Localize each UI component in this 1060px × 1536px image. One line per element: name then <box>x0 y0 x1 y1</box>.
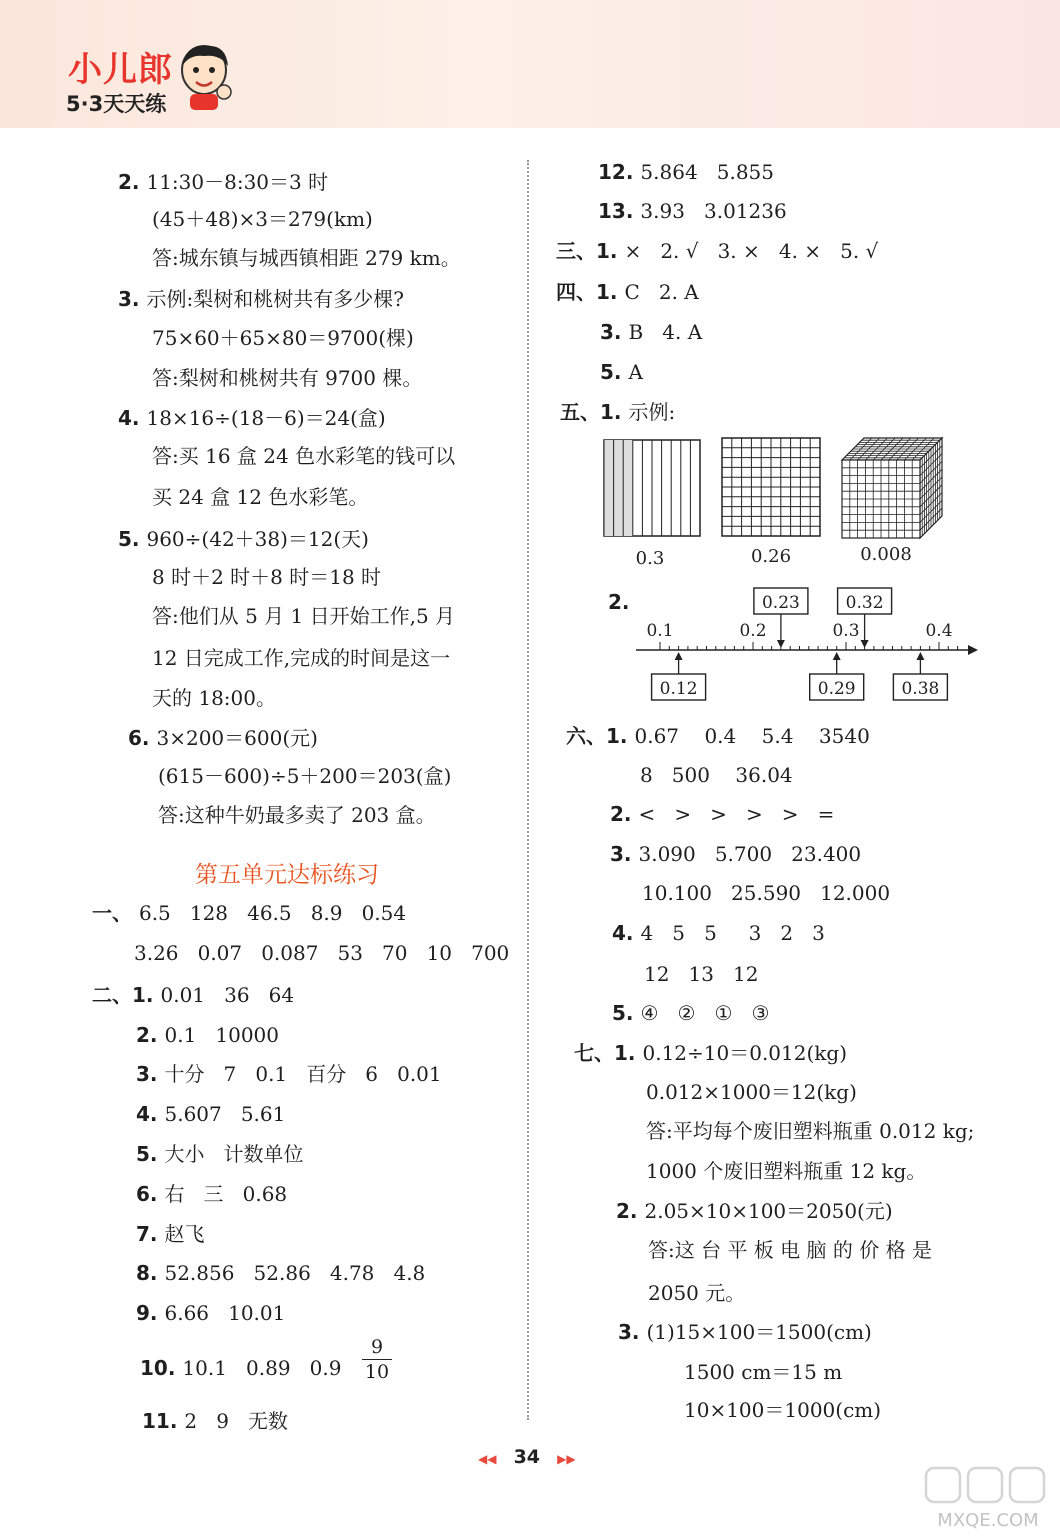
answer-text: 5.607 5.61 <box>164 1102 286 1126</box>
answer-box-label: 0.29 <box>817 679 856 699</box>
tick-label: 0.4 <box>925 621 953 641</box>
answer-text: 8 时＋2 时＋8 时＝18 时 <box>152 565 382 589</box>
svg-text:MXQE.COM: MXQE.COM <box>937 1510 1039 1531</box>
answer-line <box>140 1356 341 1380</box>
item-number: 3. <box>610 842 639 866</box>
answer-text: 3.93 3.01236 <box>640 199 787 223</box>
answer-line <box>152 326 414 350</box>
answer-text: 4 5 5 3 2 3 <box>640 921 825 945</box>
answer-line <box>684 1398 881 1422</box>
answer-line <box>152 207 373 231</box>
answer-line <box>118 287 404 311</box>
answer-text: 12 日完成工作,完成的时间是这一 <box>152 646 451 670</box>
tenths-strip-grid <box>604 440 700 536</box>
answer-text: 10×100＝1000(cm) <box>684 1398 882 1422</box>
answer-line <box>118 527 369 551</box>
number-line-answer-boxes <box>652 588 948 700</box>
answer-line <box>136 1142 304 1166</box>
answer-line <box>560 400 675 424</box>
answer-line <box>136 1023 279 1047</box>
item-number: 7. <box>136 1222 165 1246</box>
answer-line <box>118 170 328 194</box>
answer-text: 6.5 128 46.5 8.9 0.54 <box>138 901 407 925</box>
answer-text: 0.67 0.4 5.4 3540 <box>634 724 870 748</box>
next-arrows-icon: ▶▶ <box>557 1452 576 1466</box>
answer-text: 11:30－8:30＝3 时 <box>146 170 329 194</box>
answer-text: 示例: <box>628 400 676 424</box>
arrow-head <box>968 645 978 655</box>
answer-line <box>646 1119 974 1143</box>
answer-line <box>684 1360 842 1384</box>
answer-text: 10.100 25.590 12.000 <box>642 881 891 905</box>
answer-text: 大小 计数单位 <box>164 1142 304 1166</box>
page-footer <box>478 1446 576 1468</box>
answer-text: 0.01 36 64 <box>160 983 295 1007</box>
item-number: 12. <box>598 160 641 184</box>
tick-label: 0.1 <box>646 621 674 641</box>
answer-text: 答:买 16 盒 24 色水彩笔的钱可以 <box>152 444 456 468</box>
answer-text: 赵飞 <box>164 1222 205 1246</box>
answer-line <box>574 1041 847 1065</box>
item-number: 五、1. <box>560 400 629 424</box>
answer-text: 买 24 盒 12 色水彩笔。 <box>152 485 369 509</box>
answer-text: 0.012×1000＝12(kg) <box>646 1080 857 1104</box>
item-number: 11. <box>142 1409 185 1433</box>
logo-subtitle: 5·3天天练 <box>66 92 167 116</box>
tick-label: 0.3 <box>832 621 860 641</box>
answer-text: < > > > > = <box>638 802 835 826</box>
watermark-logo <box>918 1462 1058 1534</box>
item-number: 5. <box>612 1001 641 1025</box>
answer-text: 10.1 0.89 0.9 <box>182 1356 342 1380</box>
answer-box-label: 0.38 <box>901 679 940 699</box>
answer-line <box>152 366 422 390</box>
answer-line <box>152 444 455 468</box>
answer-text: 2.05×10×100＝2050(元) <box>644 1199 893 1223</box>
column-divider <box>527 160 529 1420</box>
answer-line <box>610 842 861 866</box>
item-number: 5. <box>136 1142 165 1166</box>
item-number: 3. <box>600 320 629 344</box>
answer-line <box>136 1261 425 1285</box>
item-number: 5. <box>118 527 147 551</box>
answer-line <box>598 199 787 223</box>
item-number: 10. <box>140 1356 183 1380</box>
answer-line <box>152 686 276 710</box>
item-number: 3. <box>618 1320 647 1344</box>
answer-line <box>136 1062 442 1086</box>
item-number: 2. <box>616 1199 645 1223</box>
item-number: 一、 <box>92 901 139 925</box>
answer-text: (615－600)÷5＋200＝203(盒) <box>158 764 452 788</box>
decimal-grids-figure <box>596 432 966 572</box>
answer-line <box>152 485 368 509</box>
answer-text: ④ ② ① ③ <box>640 1001 770 1025</box>
answer-line <box>136 1222 204 1246</box>
answer-line <box>646 1080 857 1104</box>
answer-text: 52.856 52.86 4.78 4.8 <box>164 1261 426 1285</box>
answer-text: 960÷(42＋38)＝12(天) <box>146 527 369 551</box>
answer-line <box>136 1102 285 1126</box>
number-line-ticks <box>646 621 957 650</box>
number-line-figure <box>632 584 982 706</box>
answer-text: B 4. A <box>628 320 703 344</box>
answer-line <box>92 901 406 925</box>
answer-line <box>142 1409 288 1433</box>
section-title: 第五单元达标练习 <box>195 862 379 888</box>
thousandths-cube <box>842 438 942 538</box>
answer-line <box>648 1281 745 1305</box>
answer-line <box>610 802 834 826</box>
answer-text: 答:他们从 5 月 1 日开始工作,5 月 <box>152 604 456 628</box>
answer-text: 3×200＝600(元) <box>156 726 318 750</box>
answer-text: 示例:梨树和桃树共有多少棵? <box>146 287 404 311</box>
answer-line <box>152 604 455 628</box>
answer-line <box>640 763 793 787</box>
answer-line <box>642 881 890 905</box>
answer-text: 75×60＋65×80＝9700(棵) <box>152 326 414 350</box>
fraction-bar <box>362 1359 392 1360</box>
answer-text: 1500 cm＝15 m <box>684 1360 843 1384</box>
mascot-icon <box>174 42 236 112</box>
answer-text: (1)15×100＝1500(cm) <box>646 1320 872 1344</box>
item-number: 3. <box>136 1062 165 1086</box>
answer-text: A <box>628 360 643 384</box>
item-number: 4. <box>612 921 641 945</box>
answer-line <box>152 646 450 670</box>
answer-text: 答:平均每个废旧塑料瓶重 0.012 kg; <box>646 1119 975 1143</box>
item-number: 8. <box>136 1261 165 1285</box>
answer-line <box>612 921 825 945</box>
answer-line <box>158 764 451 788</box>
answer-text: 8 500 36.04 <box>640 763 793 787</box>
answer-text: C 2. A <box>624 280 699 304</box>
item-number: 七、1. <box>574 1041 643 1065</box>
answer-line <box>136 1182 287 1206</box>
item-number: 13. <box>598 199 641 223</box>
item-number: 2. <box>610 802 639 826</box>
answer-line <box>600 360 643 384</box>
answer-text: 3.26 0.07 0.087 53 70 10 700 <box>134 941 510 965</box>
fraction-denominator: 10 <box>364 1361 390 1383</box>
item-number: 三、1. <box>556 239 625 263</box>
answer-text: (45＋48)×3＝279(km) <box>152 207 373 231</box>
answer-line <box>566 724 870 748</box>
answer-text: 2050 元。 <box>648 1281 746 1305</box>
item-number: 二、1. <box>92 983 161 1007</box>
item-number: 5. <box>600 360 629 384</box>
logo-title: 小儿郎 <box>68 50 173 90</box>
answer-text: 6.66 10.01 <box>164 1301 286 1325</box>
answer-line <box>118 406 386 430</box>
answer-text: 5.864 5.855 <box>640 160 774 184</box>
answer-line <box>158 803 436 827</box>
brand-logo <box>62 42 292 122</box>
answer-text: × 2. √ 3. × 4. × 5. √ <box>624 239 879 263</box>
answer-line <box>648 1238 932 1262</box>
answer-text: 1000 个废旧塑料瓶重 12 kg。 <box>646 1159 927 1183</box>
answer-line <box>598 160 774 184</box>
item-number: 3. <box>118 287 147 311</box>
item-number: 9. <box>136 1301 165 1325</box>
answer-box-label: 0.12 <box>659 679 698 699</box>
tick-label: 0.2 <box>739 621 767 641</box>
answer-line <box>618 1320 872 1344</box>
answer-line <box>136 1301 285 1325</box>
answer-text: 答:城东镇与城西镇相距 279 km。 <box>152 246 461 270</box>
answer-text: 0.1 10000 <box>164 1023 279 1047</box>
answer-line <box>556 280 699 304</box>
item-number: 2. <box>136 1023 165 1047</box>
item-number: 6. <box>136 1182 165 1206</box>
prev-arrows-icon: ◀◀ <box>478 1452 497 1466</box>
item-number: 六、1. <box>566 724 635 748</box>
hundredths-grid <box>722 438 820 536</box>
answer-line <box>616 1199 893 1223</box>
answer-line <box>556 239 878 263</box>
answer-line <box>646 1159 926 1183</box>
item-number: 四、1. <box>556 280 625 304</box>
answer-text: 答:梨树和桃树共有 9700 棵。 <box>152 366 423 390</box>
grid-label: 0.26 <box>750 546 792 567</box>
grid-label: 0.008 <box>860 544 912 565</box>
answer-text: 答:这种牛奶最多卖了 203 盒。 <box>158 803 436 827</box>
answer-line <box>152 565 381 589</box>
grid-label: 0.3 <box>635 548 665 569</box>
item-number: 4. <box>136 1102 165 1126</box>
answer-text: 答:这 台 平 板 电 脑 的 价 格 是 <box>648 1238 932 1262</box>
fraction-numerator: 9 <box>370 1336 384 1358</box>
page-number: 34 <box>513 1446 541 1468</box>
answer-box-label: 0.32 <box>845 593 884 613</box>
item-number: 2. <box>118 170 147 194</box>
answer-line <box>134 941 509 965</box>
answer-text: 2 9 无数 <box>184 1409 288 1433</box>
answer-line <box>644 962 759 986</box>
item-number: 4. <box>118 406 147 430</box>
fraction <box>362 1336 392 1383</box>
answer-text: 右 三 0.68 <box>164 1182 288 1206</box>
answer-text: 18×16÷(18－6)＝24(盒) <box>146 406 386 430</box>
answer-text: 天的 18:00。 <box>152 686 276 710</box>
answer-line <box>92 983 294 1007</box>
answer-text: 3.090 5.700 23.400 <box>638 842 862 866</box>
answer-text: 12 13 12 <box>644 962 759 986</box>
answer-text: 0.12÷10＝0.012(kg) <box>642 1041 848 1065</box>
question-number: 2. <box>608 590 630 614</box>
answer-line <box>600 320 702 344</box>
answer-line <box>612 1001 769 1025</box>
item-number: 6. <box>128 726 157 750</box>
answer-line <box>128 726 318 750</box>
answer-text: 十分 7 0.1 百分 6 0.01 <box>164 1062 442 1086</box>
answer-line <box>152 246 461 270</box>
answer-box-label: 0.23 <box>761 593 800 613</box>
